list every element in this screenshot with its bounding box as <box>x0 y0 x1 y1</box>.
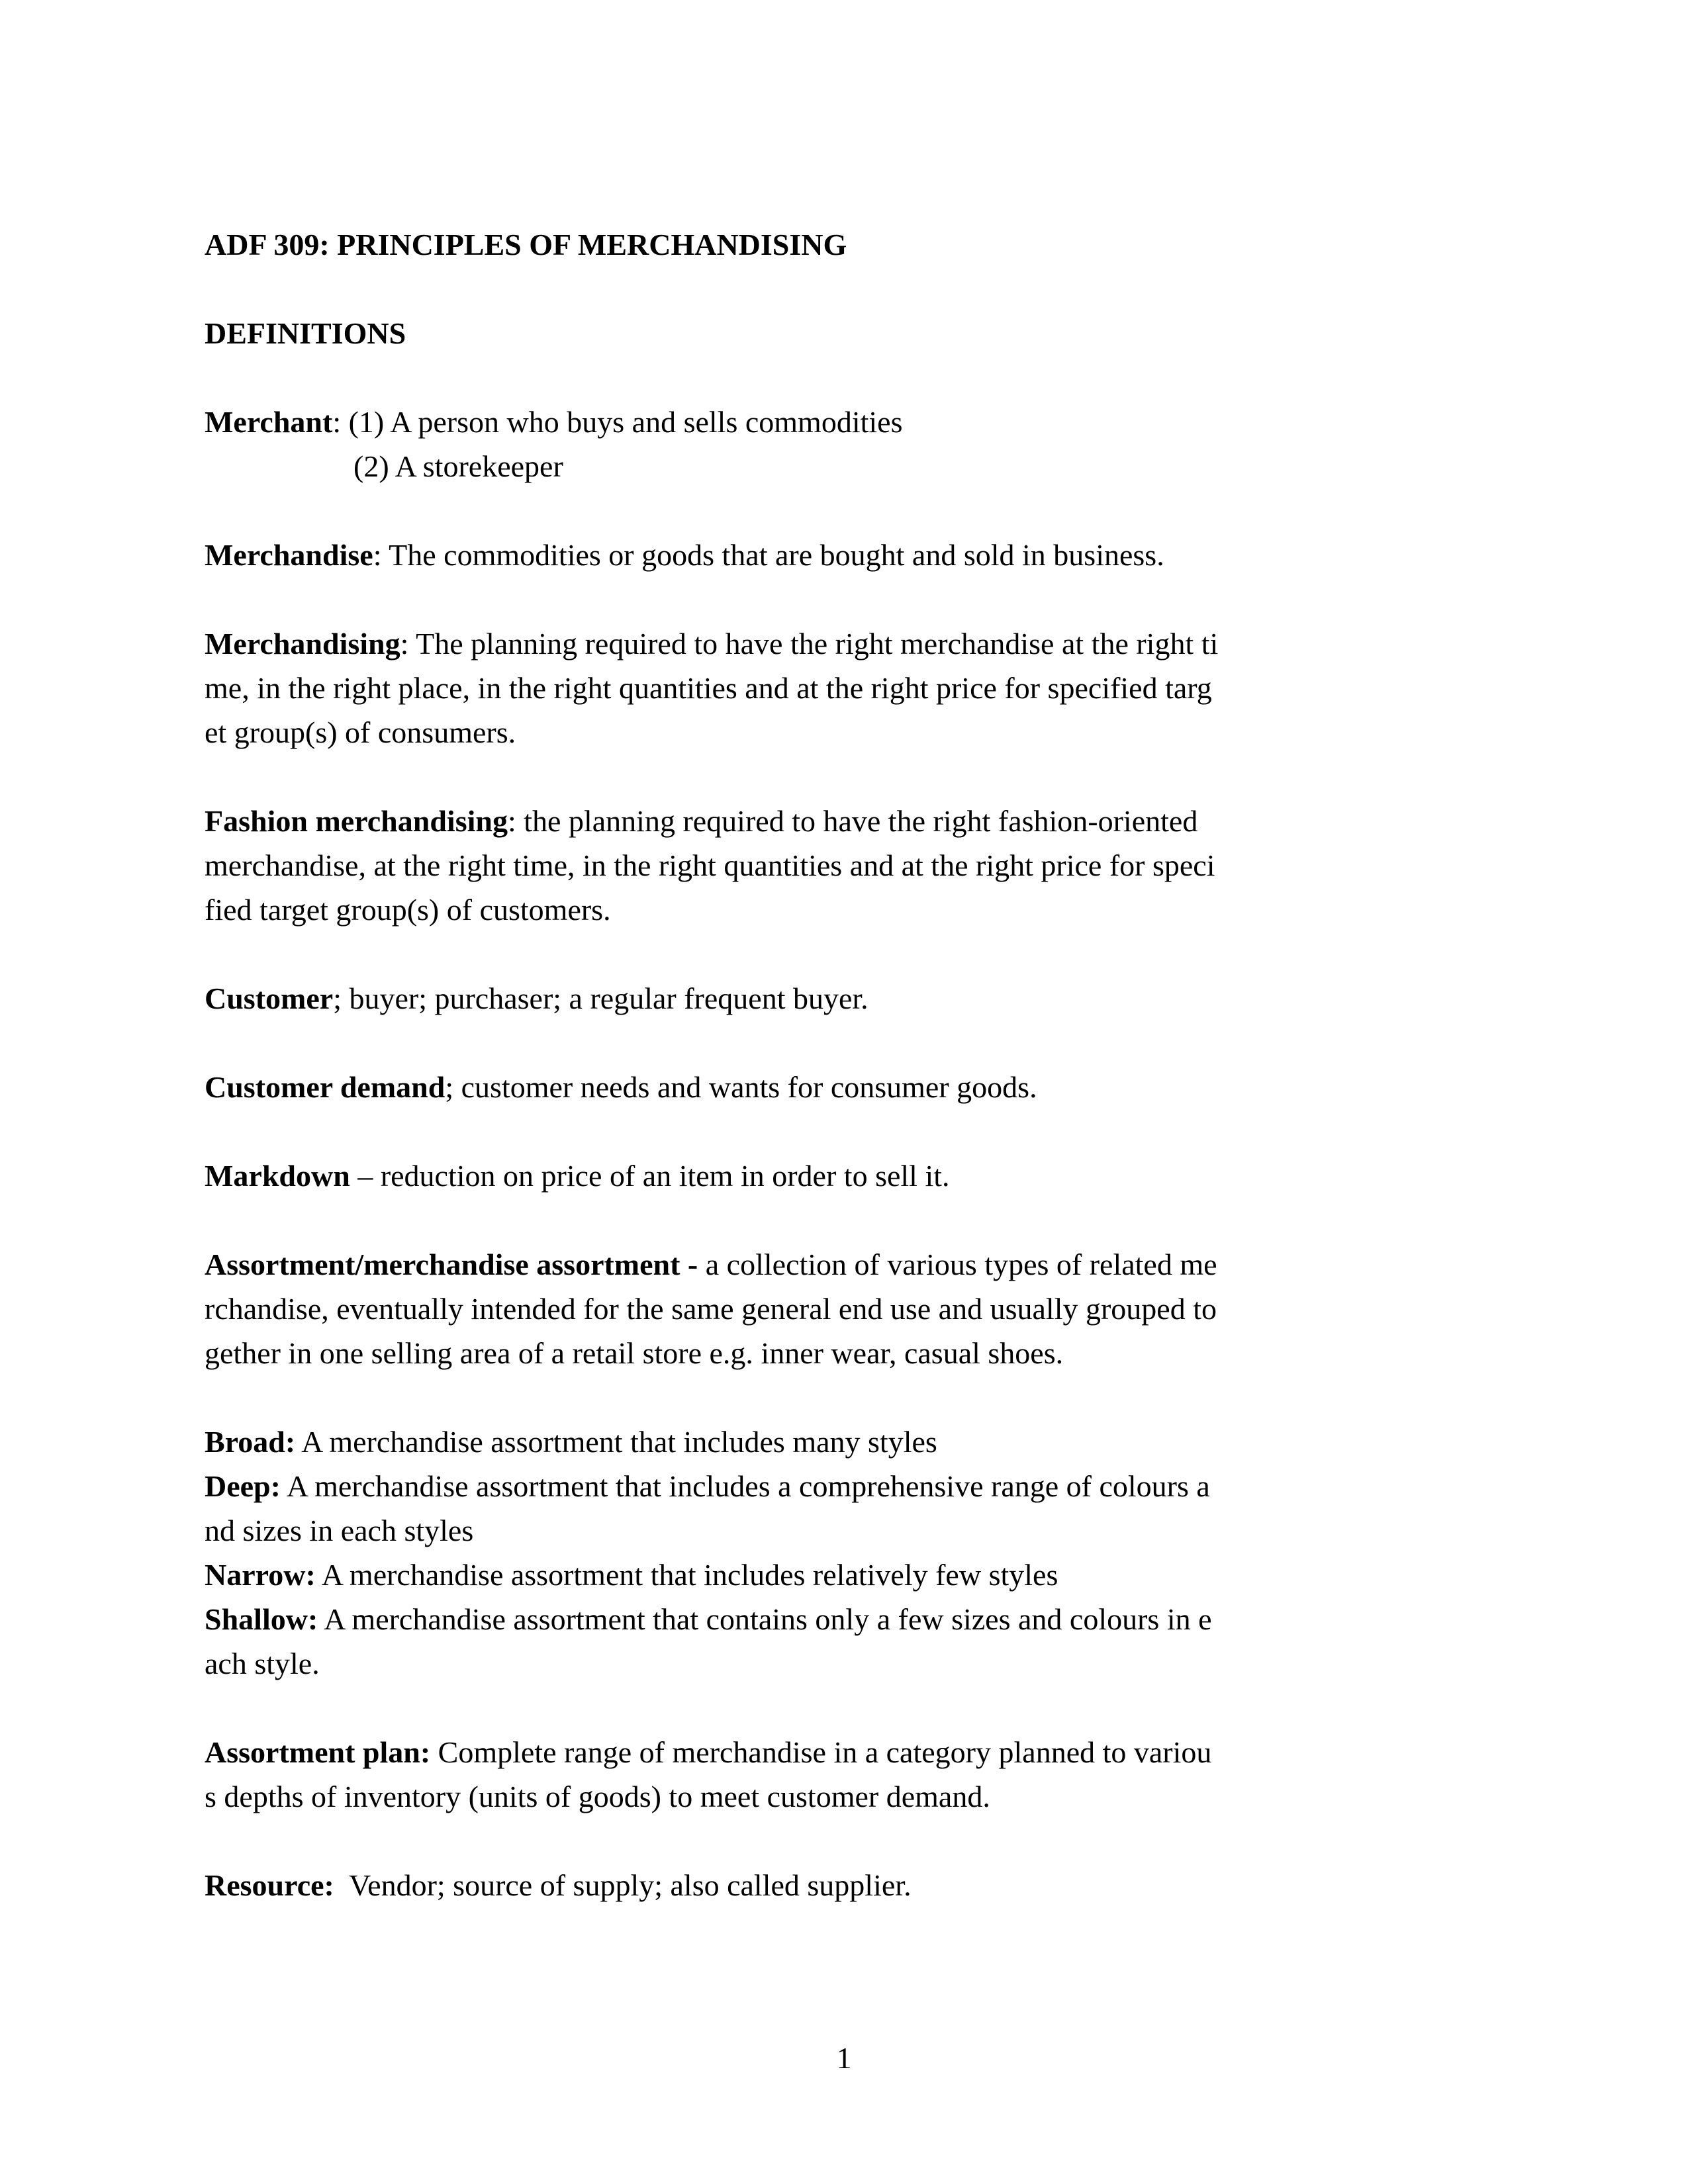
text-segment: (2) A storekeeper <box>353 449 563 483</box>
text-line <box>205 799 1498 843</box>
text-segment: : The commodities or goods that are bought and sold in business. <box>373 538 1164 572</box>
paragraphs <box>205 400 1498 1907</box>
text-segment: – reduction on price of an item in order to sell it. <box>350 1159 950 1193</box>
text-segment: : The planning required to have the right merchandise at the right ti <box>400 627 1219 660</box>
paragraph <box>205 533 1498 577</box>
text-segment: A merchandise assortment that contains only a few sizes and colours in e <box>318 1602 1212 1636</box>
text-segment: : the planning required to have the right fashion-oriented <box>507 804 1198 838</box>
text-line <box>205 1464 1498 1508</box>
text-line <box>205 444 1498 488</box>
text-line <box>205 1597 1498 1641</box>
text-line <box>205 1065 1498 1109</box>
text-segment: A merchandise assortment that includes a comprehensive range of colours a <box>280 1469 1210 1503</box>
section-heading: DEFINITIONS <box>205 316 406 350</box>
text-line <box>205 1641 1498 1686</box>
text-line <box>205 1508 1498 1553</box>
term-bold: Merchandise <box>205 538 373 572</box>
text-segment: a collection of various types of related me <box>698 1248 1217 1281</box>
text-line <box>205 1331 1498 1375</box>
text-segment: Vendor; source of supply; also called supplier. <box>334 1868 912 1902</box>
paragraph <box>205 1730 1498 1819</box>
term-bold: Deep: <box>205 1469 281 1503</box>
text-line <box>205 621 1498 666</box>
text-line <box>205 1730 1498 1774</box>
paragraph <box>205 1420 1498 1686</box>
document-title: ADF 309: PRINCIPLES OF MERCHANDISING <box>205 228 847 261</box>
paragraph <box>205 1863 1498 1907</box>
text-line <box>205 1242 1498 1287</box>
text-segment: me, in the right place, in the right quantities and at the right price for specified targ <box>205 671 1212 705</box>
document-content <box>205 222 1498 1952</box>
text-segment: nd sizes in each styles <box>205 1514 474 1547</box>
text-line <box>205 400 1498 444</box>
text-segment: fied target group(s) of customers. <box>205 893 611 927</box>
text-line <box>205 666 1498 710</box>
text-segment: A merchandise assortment that includes many styles <box>295 1425 937 1459</box>
term-bold: Markdown <box>205 1159 350 1193</box>
text-segment: gether in one selling area of a retail store e.g. inner wear, casual shoes. <box>205 1336 1064 1370</box>
text-segment: A merchandise assortment that includes relatively few styles <box>315 1558 1058 1592</box>
text-segment: Complete range of merchandise in a category planned to variou <box>430 1735 1212 1769</box>
text-line <box>205 1420 1498 1464</box>
text-segment: : (1) A person who buys and sells commodities <box>332 405 903 439</box>
paragraph <box>205 1242 1498 1375</box>
term-bold: Merchant <box>205 405 333 439</box>
text-segment: rchandise, eventually intended for the same general end use and usually grouped to <box>205 1292 1217 1326</box>
text-line <box>205 887 1498 932</box>
text-segment: s depths of inventory (units of goods) to meet customer demand. <box>205 1780 990 1813</box>
paragraph <box>205 1065 1498 1109</box>
paragraph <box>205 621 1498 754</box>
term-bold: Broad: <box>205 1425 296 1459</box>
text-line <box>205 843 1498 887</box>
paragraph <box>205 976 1498 1021</box>
paragraph <box>205 799 1498 932</box>
paragraph <box>205 1154 1498 1198</box>
paragraph <box>205 400 1498 488</box>
text-line <box>205 1774 1498 1819</box>
term-bold: Narrow: <box>205 1558 316 1592</box>
text-segment: ; customer needs and wants for consumer goods. <box>445 1070 1037 1104</box>
text-line <box>205 533 1498 577</box>
text-line <box>205 710 1498 754</box>
term-bold: Assortment/merchandise assortment - <box>205 1248 698 1281</box>
text-line <box>205 1863 1498 1907</box>
text-segment: ach style. <box>205 1647 320 1680</box>
text-segment: ; buyer; purchaser; a regular frequent buyer. <box>333 981 868 1015</box>
text-line <box>205 1287 1498 1331</box>
text-line <box>205 1553 1498 1597</box>
text-segment: et group(s) of consumers. <box>205 715 516 749</box>
page-number: 1 <box>836 2041 852 2075</box>
term-bold: Customer <box>205 981 334 1015</box>
text-segment: merchandise, at the right time, in the right quantities and at the right price for speci <box>205 848 1215 882</box>
text-line <box>205 1154 1498 1198</box>
term-bold: Assortment plan: <box>205 1735 431 1769</box>
term-bold: Resource: <box>205 1868 334 1902</box>
term-bold: Fashion merchandising <box>205 804 508 838</box>
term-bold: Merchandising <box>205 627 400 660</box>
term-bold: Shallow: <box>205 1602 318 1636</box>
text-line <box>205 976 1498 1021</box>
term-bold: Customer demand <box>205 1070 445 1104</box>
